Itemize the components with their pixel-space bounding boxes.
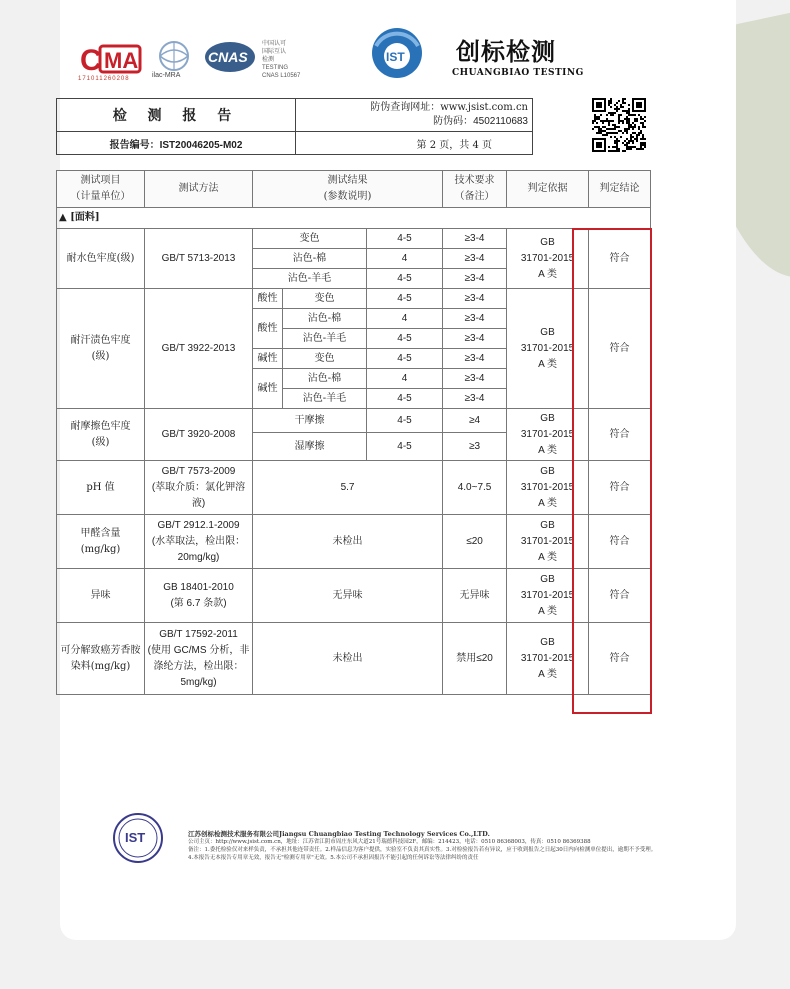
value-cell: 4-5	[367, 269, 443, 289]
conclusion-cell: 符合	[589, 623, 651, 695]
method-cell: GB/T 5713-2013	[145, 229, 253, 289]
method-cell: GB/T 17592-2011 (使用 GC/MS 分析，非涤纶方法，检出限：5mg/kg)	[145, 623, 253, 695]
svg-text:CNAS: CNAS	[208, 49, 248, 65]
req-cell: ≥3	[443, 433, 507, 461]
sub-label: 沾色-棉	[283, 369, 367, 389]
value-cell: 4-5	[367, 229, 443, 249]
col-header-basis: 判定依据	[507, 171, 589, 208]
ist-logo	[370, 26, 424, 80]
basis-cell: GB 31701-2015 A 类	[507, 623, 589, 695]
req-cell: 禁用≤20	[443, 623, 507, 695]
basis-cell: GB 31701-2015 A 类	[507, 289, 589, 409]
report-number: 报告编号：IST20046205-M02	[57, 132, 296, 155]
item-cell: 耐汗渍色牢度 (级)	[57, 289, 145, 409]
sub-label: 沾色-羊毛	[253, 269, 367, 289]
footer-note-1: 备注：1.委托检验仅对来样负责，不承担其他连带责任。2.样品信息为客户提供，实验室不负责其真实性。3.对检验报告若有异议，应于收到报告之日起30日内向检测单位提出，逾期不予受理。	[188, 847, 657, 853]
sub-label: 沾色-棉	[253, 249, 367, 269]
result-cell: 5.7	[253, 461, 443, 515]
value-cell: 4	[367, 369, 443, 389]
req-cell: 4.0~7.5	[443, 461, 507, 515]
basis-cell: GB 31701-2015 A 类	[507, 569, 589, 623]
page-indicator: 第 2 页，共 4 页	[296, 132, 533, 155]
item-cell: 耐摩擦色牢度 (级)	[57, 409, 145, 461]
table-row	[57, 229, 651, 249]
result-cell: 未检出	[253, 623, 443, 695]
result-cell: 无异味	[253, 569, 443, 623]
footer-note-2: 4.本报告无本报告专用章无效，报告无"检测专用章"无效。5.本公司不承担因报告不能引起的任何诉讼等法律纠纷的责任	[188, 855, 479, 861]
alkali-label: 碱性	[253, 349, 283, 369]
method-cell: GB/T 3922-2013	[145, 289, 253, 409]
svg-text:C: C	[80, 44, 102, 77]
req-cell: ≥3-4	[443, 369, 507, 389]
sub-label: 变色	[253, 229, 367, 249]
acid-label: 酸性	[253, 309, 283, 349]
col-header-conclusion: 判定结论	[589, 171, 651, 208]
anti-fake-code: 防伪码：4502110683	[433, 116, 528, 127]
item-cell: pH 值	[57, 461, 145, 515]
item-cell: 甲醛含量 (mg/kg)	[57, 515, 145, 569]
alkali-label: 碱性	[253, 369, 283, 409]
sub-label: 沾色-羊毛	[283, 329, 367, 349]
footer-company: 江苏创标检测技术服务有限公司Jiangsu Chuangbiao Testing Technology Services Co.,LTD.	[188, 830, 490, 838]
acid-label: 酸性	[253, 289, 283, 309]
col-header-result: 测试结果 (参数说明)	[253, 171, 443, 208]
sub-label: 变色	[283, 349, 367, 369]
conclusion-cell: 符合	[589, 461, 651, 515]
item-cell: 耐水色牢度(级)	[57, 229, 145, 289]
anti-fake-website: 防伪查询网址：www.jsist.com.cn	[370, 102, 528, 113]
conclusion-cell: 符合	[589, 229, 651, 289]
value-cell: 4-5	[367, 433, 443, 461]
req-cell: ≥3-4	[443, 289, 507, 309]
anti-fake-info	[296, 99, 533, 132]
req-cell: ≥3-4	[443, 349, 507, 369]
cma-number: 171011260208	[78, 76, 130, 82]
method-cell: GB 18401-2010 (第 6.7 条款)	[145, 569, 253, 623]
conclusion-cell: 符合	[589, 289, 651, 409]
value-cell: 4-5	[367, 389, 443, 409]
method-cell: GB/T 3920-2008	[145, 409, 253, 461]
ilac-logo	[150, 40, 198, 76]
basis-cell: GB 31701-2015 A 类	[507, 229, 589, 289]
table-row	[57, 289, 651, 309]
conclusion-cell: 符合	[589, 409, 651, 461]
report-header-table	[56, 98, 533, 155]
table-row	[57, 461, 651, 515]
item-cell: 可分解致癌芳香胺染料(mg/kg)	[57, 623, 145, 695]
col-header-req: 技术要求 （备注）	[443, 171, 507, 208]
brand-name-cn: 创标检测	[456, 37, 556, 66]
value-cell: 4-5	[367, 289, 443, 309]
table-row	[57, 409, 651, 433]
sub-label: 沾色-羊毛	[283, 389, 367, 409]
svg-text:IST: IST	[125, 830, 146, 845]
col-header-item: 测试项目 （计量单位）	[57, 171, 145, 208]
value-cell: 4	[367, 249, 443, 269]
sub-label: 沾色-棉	[283, 309, 367, 329]
brand-name-en: CHUANGBIAO TESTING	[452, 68, 584, 78]
method-cell: GB/T 2912.1-2009 (水萃取法，检出限：20mg/kg)	[145, 515, 253, 569]
basis-cell: GB 31701-2015 A 类	[507, 515, 589, 569]
qr-code	[592, 98, 646, 152]
value-cell: 4-5	[367, 349, 443, 369]
report-title: 检 测 报 告	[57, 99, 296, 132]
item-cell: 异味	[57, 569, 145, 623]
fabric-icon: ▲	[59, 212, 67, 223]
req-cell: 无异味	[443, 569, 507, 623]
sub-label: 变色	[283, 289, 367, 309]
cnas-logo	[204, 40, 256, 76]
section-fabric	[57, 208, 651, 229]
req-cell: ≥3-4	[443, 249, 507, 269]
svg-text:IST: IST	[386, 50, 405, 64]
results-table	[56, 170, 651, 695]
req-cell: ≥3-4	[443, 269, 507, 289]
table-row	[57, 569, 651, 623]
req-cell: ≥3-4	[443, 229, 507, 249]
col-header-method: 测试方法	[145, 171, 253, 208]
req-cell: ≥3-4	[443, 389, 507, 409]
sub-label: 干摩擦	[253, 409, 367, 433]
sub-label: 湿摩擦	[253, 433, 367, 461]
table-row	[57, 515, 651, 569]
footer-contact: 公司主页：http://www.jsist.com.cn，地址：江苏省江阴市周庄东风大道21号瑞德科技园2F，邮编：214423，电话：0510 86368003，传真：0510 86369388	[188, 839, 591, 845]
svg-text:MA: MA	[104, 48, 139, 73]
req-cell: ≥4	[443, 409, 507, 433]
result-cell: 未检出	[253, 515, 443, 569]
cnas-accreditation-text: 中国认可 国际互认 检测 TESTING CNAS L10567	[262, 41, 301, 79]
value-cell: 4-5	[367, 409, 443, 433]
req-cell: ≥3-4	[443, 329, 507, 349]
conclusion-cell: 符合	[589, 569, 651, 623]
footer-text	[188, 830, 708, 862]
basis-cell: GB 31701-2015 A 类	[507, 409, 589, 461]
section-label: [面料]	[70, 212, 100, 223]
req-cell: ≥3-4	[443, 309, 507, 329]
method-cell: GB/T 7573-2009 (萃取介质：氯化钾溶液)	[145, 461, 253, 515]
value-cell: 4	[367, 309, 443, 329]
ilac-label: ilac-MRA	[152, 72, 181, 79]
basis-cell: GB 31701-2015 A 类	[507, 461, 589, 515]
value-cell: 4-5	[367, 329, 443, 349]
conclusion-cell: 符合	[589, 515, 651, 569]
table-row	[57, 623, 651, 695]
req-cell: ≤20	[443, 515, 507, 569]
footer-ist-stamp	[112, 812, 164, 864]
